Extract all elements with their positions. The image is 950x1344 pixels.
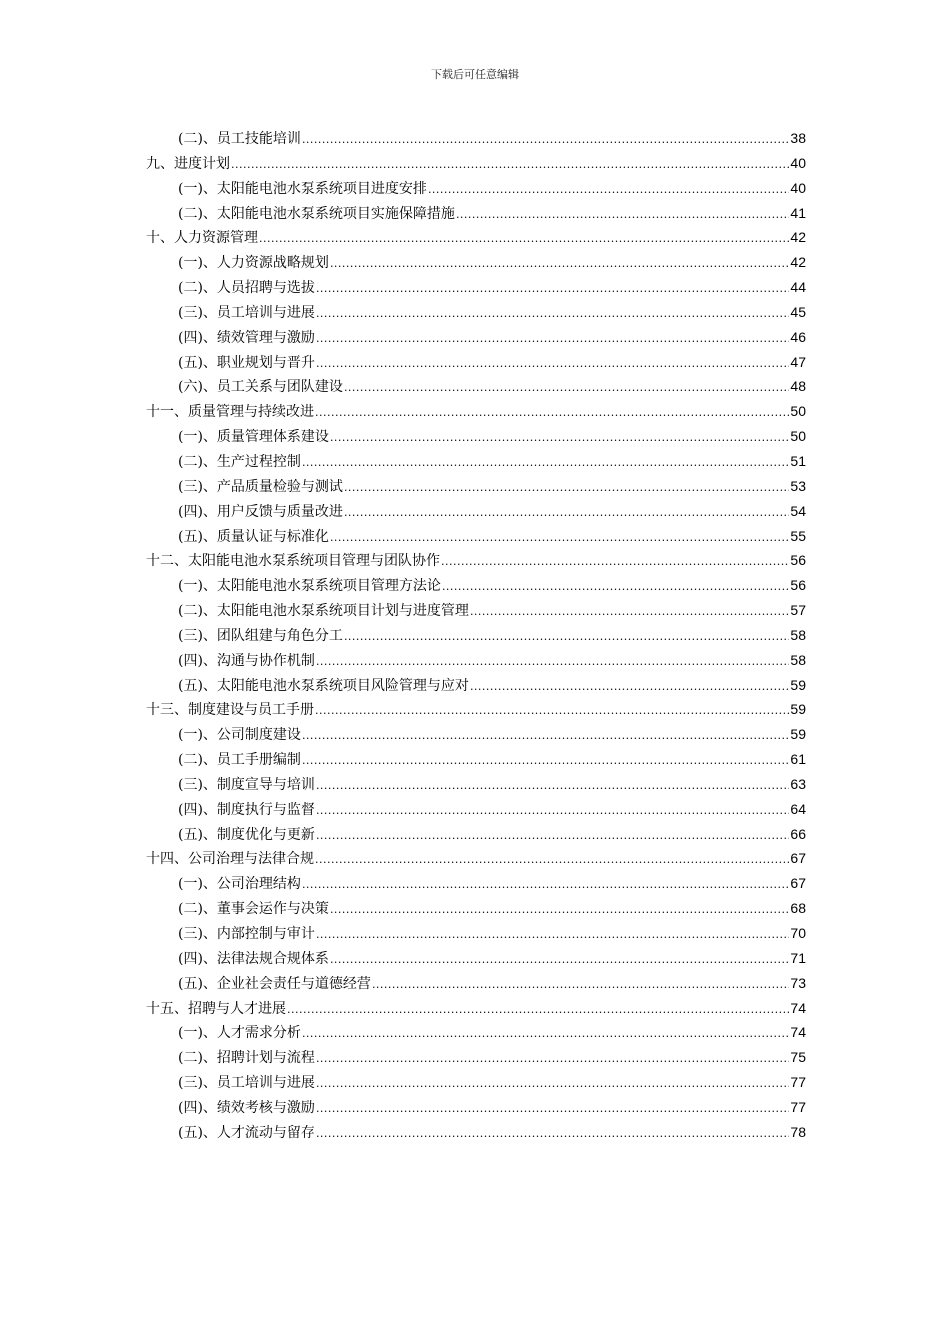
toc-page-number: 74 bbox=[790, 999, 806, 1016]
toc-page-number: 75 bbox=[790, 1049, 806, 1066]
toc-entry-title: (五)、人才流动与留存 bbox=[178, 1124, 315, 1141]
toc-section-entry[interactable] bbox=[146, 449, 806, 474]
toc-page-number: 58 bbox=[790, 651, 806, 668]
toc-section-entry[interactable] bbox=[146, 176, 806, 201]
toc-section-entry[interactable] bbox=[146, 1070, 806, 1095]
toc-section-entry[interactable] bbox=[146, 946, 806, 971]
toc-page-number: 56 bbox=[790, 552, 806, 569]
toc-entry-title: (三)、团队组建与角色分工 bbox=[178, 627, 343, 644]
toc-dot-leader bbox=[302, 749, 789, 772]
toc-dot-leader bbox=[330, 948, 789, 971]
toc-entry-title: (五)、职业规划与晋升 bbox=[178, 354, 315, 371]
toc-entry-title: 十五、招聘与人才进展 bbox=[146, 1000, 286, 1017]
toc-page-number: 51 bbox=[790, 452, 806, 469]
toc-entry-title: (四)、用户反馈与质量改进 bbox=[178, 503, 343, 520]
toc-entry-title: (二)、董事会运作与决策 bbox=[178, 901, 329, 918]
toc-dot-leader bbox=[316, 1047, 789, 1070]
toc-entry-title: (四)、沟通与协作机制 bbox=[178, 652, 315, 669]
toc-section-entry[interactable] bbox=[146, 474, 806, 499]
toc-page-number: 71 bbox=[790, 949, 806, 966]
toc-dot-leader bbox=[470, 600, 789, 623]
toc-dot-leader bbox=[316, 277, 789, 300]
toc-page-number: 66 bbox=[790, 825, 806, 842]
toc-section-entry[interactable] bbox=[146, 201, 806, 226]
toc-entry-title: (三)、内部控制与审计 bbox=[178, 926, 315, 942]
toc-entry-title: (三)、员工培训与进展 bbox=[178, 1075, 315, 1092]
toc-entry-title: (二)、员工技能培训 bbox=[178, 131, 301, 147]
toc-entry-title: (二)、生产过程控制 bbox=[178, 453, 301, 470]
toc-page-number: 73 bbox=[790, 974, 806, 991]
toc-entry-title: (一)、太阳能电池水泵系统项目管理方法论 bbox=[178, 578, 441, 595]
toc-dot-leader bbox=[315, 401, 789, 424]
toc-dot-leader bbox=[287, 998, 789, 1021]
toc-section-entry[interactable] bbox=[146, 573, 806, 598]
toc-chapter-entry[interactable] bbox=[146, 151, 806, 176]
toc-section-entry[interactable] bbox=[146, 1095, 806, 1120]
toc-section-entry[interactable] bbox=[146, 673, 806, 698]
toc-dot-leader bbox=[302, 1022, 789, 1045]
toc-section-entry[interactable] bbox=[146, 350, 806, 375]
toc-page-number: 67 bbox=[790, 850, 806, 867]
toc-section-entry[interactable] bbox=[146, 374, 806, 399]
toc-dot-leader bbox=[330, 898, 789, 921]
toc-dot-leader bbox=[316, 1097, 789, 1120]
toc-section-entry[interactable] bbox=[146, 921, 806, 946]
toc-entry-title: (五)、企业社会责任与道德经营 bbox=[178, 975, 371, 992]
toc-entry-title: (五)、太阳能电池水泵系统项目风险管理与应对 bbox=[178, 677, 469, 694]
toc-entry-title: (四)、绩效管理与激励 bbox=[178, 329, 315, 346]
toc-dot-leader bbox=[330, 426, 789, 449]
toc-chapter-entry[interactable] bbox=[146, 996, 806, 1021]
toc-entry-title: 九、进度计划 bbox=[146, 155, 230, 172]
toc-dot-leader bbox=[316, 824, 789, 847]
toc-entry-title: (五)、制度优化与更新 bbox=[178, 826, 315, 843]
toc-dot-leader bbox=[372, 973, 789, 996]
toc-entry-title: (二)、人员招聘与选拔 bbox=[178, 280, 315, 297]
toc-entry-title: (一)、人力资源战略规划 bbox=[178, 255, 329, 272]
toc-entry-title: 十四、公司治理与法律合规 bbox=[146, 851, 314, 868]
toc-dot-leader bbox=[316, 650, 789, 673]
toc-entry-title: (一)、公司制度建设 bbox=[178, 727, 301, 744]
toc-section-entry[interactable] bbox=[146, 772, 806, 797]
toc-section-entry[interactable] bbox=[146, 598, 806, 623]
toc-dot-leader bbox=[315, 848, 789, 871]
toc-dot-leader bbox=[316, 1072, 789, 1095]
toc-dot-leader bbox=[231, 153, 789, 176]
toc-section-entry[interactable] bbox=[146, 871, 806, 896]
toc-page-number: 78 bbox=[790, 1123, 806, 1140]
toc-section-entry[interactable] bbox=[146, 1020, 806, 1045]
toc-page-number: 48 bbox=[790, 378, 806, 395]
toc-section-entry[interactable] bbox=[146, 1045, 806, 1070]
toc-page-number: 77 bbox=[790, 1074, 806, 1091]
toc-page-number: 44 bbox=[790, 279, 806, 296]
toc-dot-leader bbox=[316, 302, 789, 325]
toc-page-number: 58 bbox=[790, 626, 806, 643]
toc-entry-title: (一)、质量管理体系建设 bbox=[178, 429, 329, 446]
toc-page-number: 38 bbox=[790, 130, 806, 146]
toc-entry-title: (一)、公司治理结构 bbox=[178, 876, 301, 893]
toc-section-entry[interactable] bbox=[146, 623, 806, 648]
toc-chapter-entry[interactable] bbox=[146, 548, 806, 573]
toc-entry-title: (三)、制度宣导与培训 bbox=[178, 776, 315, 793]
toc-page-number: 57 bbox=[790, 602, 806, 619]
toc-dot-leader bbox=[315, 699, 789, 722]
toc-page-number: 59 bbox=[790, 701, 806, 718]
toc-section-entry[interactable] bbox=[146, 275, 806, 300]
toc-chapter-entry[interactable] bbox=[146, 225, 806, 250]
toc-page-number: 41 bbox=[790, 204, 806, 221]
toc-entry-title: (二)、员工手册编制 bbox=[178, 752, 301, 769]
toc-entry-title: 十三、制度建设与员工手册 bbox=[146, 702, 314, 719]
toc-dot-leader bbox=[344, 376, 789, 399]
toc-dot-leader bbox=[330, 252, 789, 275]
toc-page-number: 64 bbox=[790, 800, 806, 817]
toc-page-number: 74 bbox=[790, 1024, 806, 1041]
toc-page-number: 70 bbox=[790, 925, 806, 941]
toc-dot-leader bbox=[316, 327, 789, 350]
toc-entry-title: (三)、产品质量检验与测试 bbox=[178, 478, 343, 495]
toc-entry-title: (一)、人才需求分析 bbox=[178, 1025, 301, 1042]
toc-section-entry[interactable] bbox=[146, 126, 806, 151]
toc-page-number: 50 bbox=[790, 403, 806, 420]
toc-dot-leader bbox=[316, 1122, 789, 1145]
toc-page-number: 42 bbox=[790, 254, 806, 271]
toc-dot-leader bbox=[442, 575, 789, 598]
toc-dot-leader bbox=[302, 451, 789, 474]
toc-dot-leader bbox=[428, 178, 789, 201]
toc-dot-leader bbox=[259, 227, 789, 250]
toc-section-entry[interactable] bbox=[146, 896, 806, 921]
toc-section-entry[interactable] bbox=[146, 648, 806, 673]
toc-section-entry[interactable] bbox=[146, 300, 806, 325]
toc-entry-title: (三)、员工培训与进展 bbox=[178, 304, 315, 321]
toc-chapter-entry[interactable] bbox=[146, 846, 806, 871]
toc-section-entry[interactable] bbox=[146, 822, 806, 847]
toc-entry-title: (二)、太阳能电池水泵系统项目实施保障措施 bbox=[178, 205, 455, 222]
toc-dot-leader bbox=[316, 799, 789, 822]
toc-section-entry[interactable] bbox=[146, 250, 806, 275]
toc-dot-leader bbox=[302, 128, 789, 151]
toc-page-number: 67 bbox=[790, 875, 806, 892]
toc-entry-title: 十、人力资源管理 bbox=[146, 230, 258, 247]
toc-entry-title: (二)、太阳能电池水泵系统项目计划与进度管理 bbox=[178, 603, 469, 620]
toc-entry-title: (四)、绩效考核与激励 bbox=[178, 1099, 315, 1116]
toc-page-number: 40 bbox=[790, 179, 806, 196]
table-of-contents bbox=[146, 126, 806, 1145]
toc-page-number: 54 bbox=[790, 502, 806, 519]
toc-section-entry[interactable] bbox=[146, 499, 806, 524]
toc-page-number: 40 bbox=[790, 154, 806, 171]
toc-dot-leader bbox=[316, 774, 789, 797]
toc-page-number: 59 bbox=[790, 676, 806, 693]
toc-entry-title: 十二、太阳能电池水泵系统项目管理与团队协作 bbox=[146, 553, 440, 570]
toc-dot-leader bbox=[302, 873, 789, 896]
toc-dot-leader bbox=[344, 625, 789, 648]
toc-page-number: 61 bbox=[790, 751, 806, 768]
toc-section-entry[interactable] bbox=[146, 1120, 806, 1145]
toc-chapter-entry[interactable] bbox=[146, 399, 806, 424]
toc-entry-title: 十一、质量管理与持续改进 bbox=[146, 404, 314, 421]
toc-entry-title: (六)、员工关系与团队建设 bbox=[178, 379, 343, 396]
toc-section-entry[interactable] bbox=[146, 722, 806, 747]
toc-chapter-entry[interactable] bbox=[146, 697, 806, 722]
toc-page-number: 53 bbox=[790, 477, 806, 494]
toc-page-number: 47 bbox=[790, 353, 806, 370]
page-header: 下载后可任意编辑 bbox=[431, 68, 519, 81]
toc-entry-title: (四)、制度执行与监督 bbox=[178, 801, 315, 818]
toc-entry-title: (四)、法律法规合规体系 bbox=[178, 950, 329, 967]
toc-page-number: 68 bbox=[790, 900, 806, 917]
toc-dot-leader bbox=[456, 203, 789, 226]
toc-dot-leader bbox=[316, 923, 789, 946]
toc-dot-leader bbox=[470, 675, 789, 698]
toc-section-entry[interactable] bbox=[146, 524, 806, 549]
toc-page-number: 55 bbox=[790, 527, 806, 544]
toc-section-entry[interactable] bbox=[146, 797, 806, 822]
toc-section-entry[interactable] bbox=[146, 747, 806, 772]
toc-section-entry[interactable] bbox=[146, 971, 806, 996]
toc-dot-leader bbox=[330, 526, 789, 549]
toc-dot-leader bbox=[302, 724, 789, 747]
toc-page-number: 45 bbox=[790, 303, 806, 320]
toc-page-number: 63 bbox=[790, 775, 806, 792]
toc-entry-title: (五)、质量认证与标准化 bbox=[178, 528, 329, 545]
toc-dot-leader bbox=[441, 550, 789, 573]
toc-page-number: 42 bbox=[790, 229, 806, 246]
toc-section-entry[interactable] bbox=[146, 424, 806, 449]
toc-entry-title: (二)、招聘计划与流程 bbox=[178, 1050, 315, 1067]
toc-page-number: 77 bbox=[790, 1098, 806, 1115]
toc-page-number: 56 bbox=[790, 577, 806, 594]
toc-dot-leader bbox=[316, 352, 789, 375]
toc-entry-title: (一)、太阳能电池水泵系统项目进度安排 bbox=[178, 180, 427, 197]
toc-page-number: 59 bbox=[790, 726, 806, 743]
toc-section-entry[interactable] bbox=[146, 325, 806, 350]
toc-page-number: 50 bbox=[790, 428, 806, 445]
toc-dot-leader bbox=[344, 501, 789, 524]
toc-dot-leader bbox=[344, 476, 789, 499]
toc-page-number: 46 bbox=[790, 328, 806, 345]
